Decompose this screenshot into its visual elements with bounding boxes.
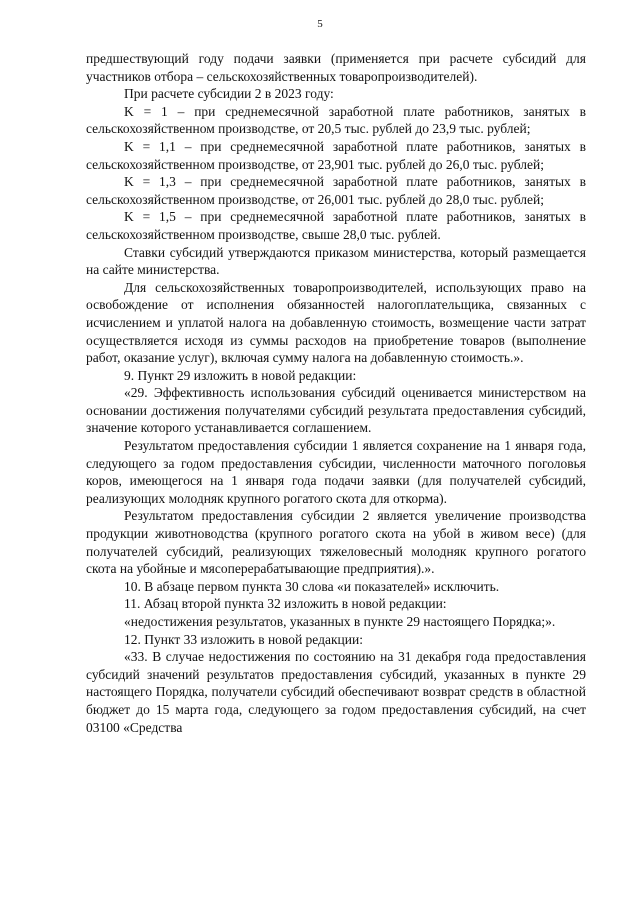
paragraph: K = 1,3 – при среднемесячной заработной плате работников, занятых в сельскохозяйственном производстве, от 26,001 тыс. рублей до 28,0 тыс. рублей; <box>86 174 586 207</box>
document-body <box>86 50 586 736</box>
paragraph: Ставки субсидий утверждаются приказом министерства, который размещается на сайте министерства. <box>86 244 586 278</box>
paragraph: «29. Эффективность использования субсидий оценивается министерством на основании достижения получателями субсидий результата предоставления субсидий, значение которого устанавливается соглашением. <box>86 385 586 436</box>
paragraph: 10. В абзаце первом пункта 30 слова «и показателей» исключить. <box>124 578 500 594</box>
paragraph: 11. Абзац второй пункта 32 изложить в новой редакции: <box>124 596 447 612</box>
paragraph: предшествующий году подачи заявки (применяется при расчете субсидий для участников отбора – сельскохозяйственных товаропроизводителей). <box>86 51 586 84</box>
paragraph: Результатом предоставления субсидии 1 является сохранение на 1 января года, следующего за годом предоставления субсидии, численности маточного поголовья коров, имеющегося на 1 января года подачи заявки (для получателей субсидий, реализующих молодняк крупного рогатого скота для откорма). <box>86 438 586 506</box>
paragraph: K = 1 – при среднемесячной заработной плате работников, занятых в сельскохозяйственном производстве, от 20,5 тыс. рублей до 23,9 тыс. рублей; <box>86 103 586 137</box>
paragraph: K = 1,1 – при среднемесячной заработной плате работников, занятых в сельскохозяйственном производстве, от 23,901 тыс. рублей до 26,0 тыс. рублей; <box>86 138 586 172</box>
paragraph: Результатом предоставления субсидии 2 является увеличение производства продукции животноводства (крупного рогатого скота на убой в живом весе) (для получателей субсидий, реализующих тяжеловесный молодняк крупного рогатого скота на убойные и мясоперерабатывающие предприятия).». <box>86 508 586 577</box>
page-number: 5 <box>317 18 323 30</box>
paragraph: K = 1,5 – при среднемесячной заработной плате работников, занятых в сельскохозяйственном производстве, свыше 28,0 тыс. рублей. <box>86 209 586 242</box>
paragraph: Для сельскохозяйственных товаропроизводителей, использующих право на освобождение от исполнения обязанностей налогоплательщика, связанных с исчислением и уплатой налога на добавленную стоимость, возмещение части затрат осуществляется исходя из суммы расходов на приобретение товаров (выполнение работ, оказание услуг), включая сумму налога на добавленную стоимость.». <box>86 279 586 366</box>
paragraph: 12. Пункт 33 изложить в новой редакции: <box>124 631 363 647</box>
paragraph: «недостижения результатов, указанных в пункте 29 настоящего Порядка;». <box>124 614 556 629</box>
paragraph: «33. В случае недостижения по состоянию на 31 декабря года предоставления субсидий значений результатов предоставления субсидий, указанных в пункте 29 настоящего Порядка, получатели субсидий обеспечивают возврат средств в областной бюджет до 15 марта года, следующего за годом предоставления субсидий, на счет 03100 «Средства <box>86 649 586 735</box>
paragraph: 9. Пункт 29 изложить в новой редакции: <box>124 367 357 383</box>
paragraph: При расчете субсидии 2 в 2023 году: <box>124 86 334 102</box>
